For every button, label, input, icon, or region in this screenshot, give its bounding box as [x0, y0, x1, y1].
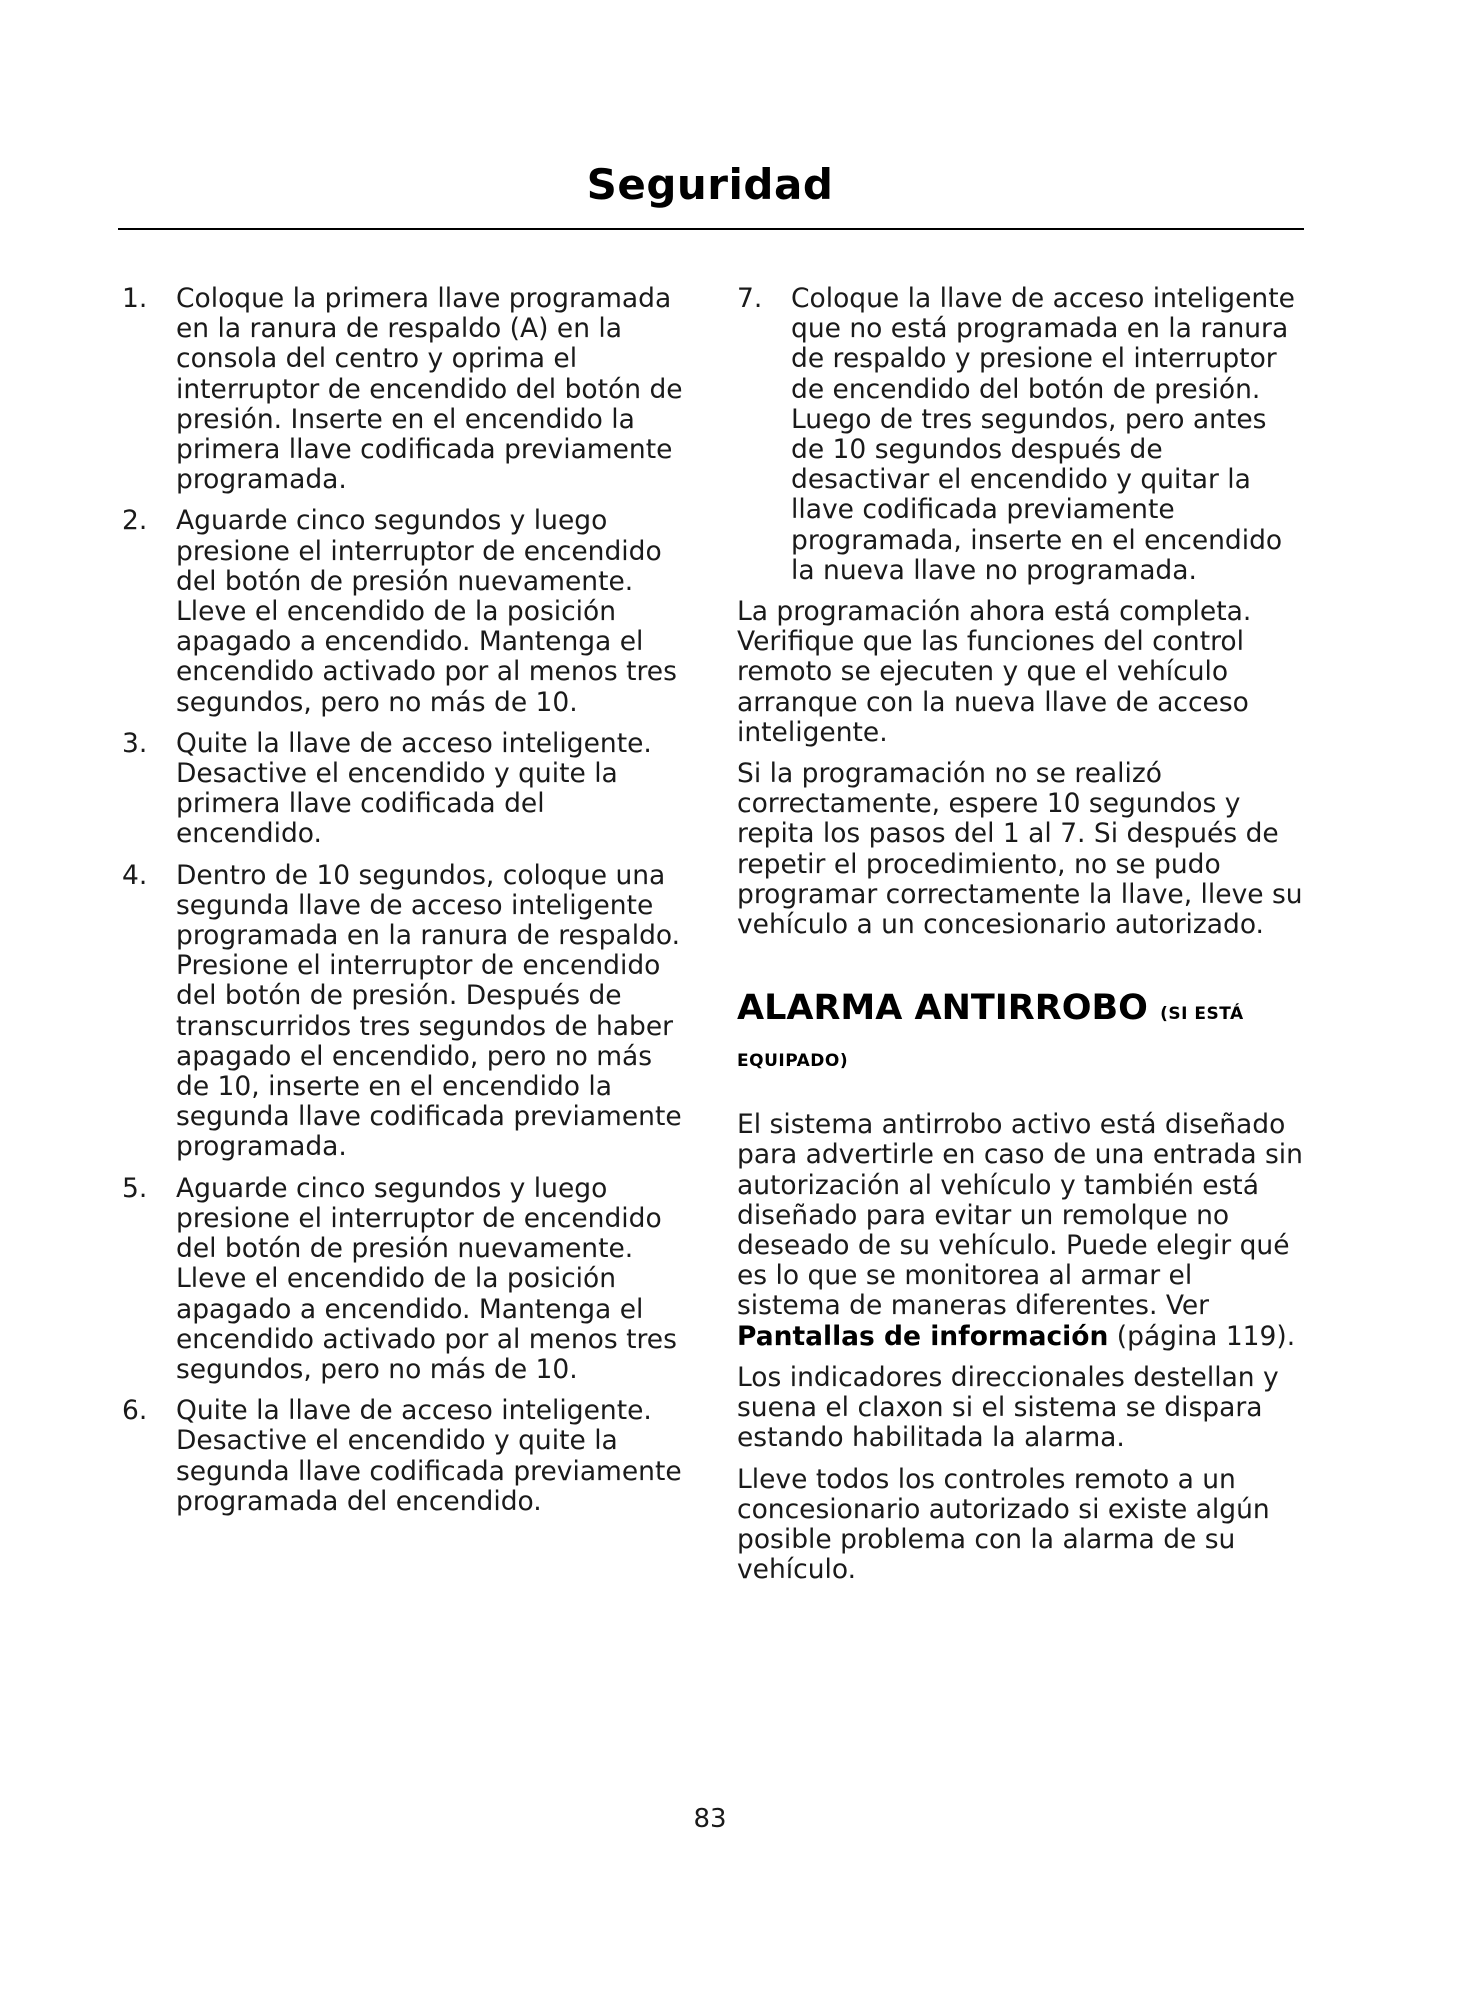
- paragraph-indicators: Los indicadores direccionales destellan y suena el claxon si el sistema se dispara estando habilitada la alarma.: [737, 1361, 1279, 1454]
- step-text: Dentro de 10 segundos, coloque una segunda llave de acceso inteligente programada en la ranura de respaldo. Presione el interruptor de encendido del botón de presión. Después de transcurridos tres segundos de haber apagado el encendido, pero no más de 10, inserte en el encendido la segunda llave codificada previamente programada.: [176, 859, 682, 1163]
- step-number: 4.: [122, 859, 148, 891]
- step-number: 7.: [737, 283, 763, 314]
- paragraph-dealer: Lleve todos los controles remoto a un concesionario autorizado si existe algún posible problema con la alarma de su vehículo.: [737, 1463, 1270, 1586]
- step-text: Quite la llave de acceso inteligente. Desactive el encendido y quite la segunda llave codificada previamente programada del encendido.: [176, 1395, 682, 1517]
- page-number: 83: [693, 1804, 727, 1834]
- step-text: Aguarde cinco segundos y luego presione el interruptor de encendido del botón de presión nuevamente. Lleve el encendido de la posición apagado a encendido. Mantenga el encendido activado por al menos tres segundos, pero no más de 10.: [176, 1172, 677, 1385]
- step-3: [122, 729, 692, 850]
- step-text: Aguarde cinco segundos y luego presione el interruptor de encendido del botón de presión nuevamente. Lleve el encendido de la posición apagado a encendido. Mantenga el encendido activado por al menos tres segundos, pero no más de 10.: [176, 505, 677, 718]
- step-number: 1.: [122, 283, 148, 314]
- paragraph-programming-complete: La programación ahora está completa. Verifique que las funciones del control remoto se ejecuten y que el vehículo arranque con la nueva llave de acceso inteligente.: [737, 596, 1252, 748]
- xref-link-pantallas-de-informacion[interactable]: Pantallas de información: [737, 1320, 1109, 1352]
- step-text: Coloque la llave de acceso inteligente que no está programada en la ranura de respaldo y presione el interruptor de encendido del botón de presión. Luego de tres segundos, pero antes de 10 segundos después de desactivar el encendido y quitar la llave codificada previamente programada, inserte en el encendido la nueva llave no programada.: [791, 283, 1295, 586]
- step-6: [122, 1396, 692, 1517]
- paragraph-programming-retry: Si la programación no se realizó correctamente, espere 10 segundos y repita los pasos del 1 al 7. Si después de repetir el procedimiento, no se pudo programar correctamente la llave, lleve su vehículo a un concesionario autorizado.: [737, 758, 1303, 941]
- system-intro-text: El sistema antirrobo activo está diseñado para advertirle en caso de una entrada sin autorización al vehículo y también está diseñado para evitar un remolque no deseado de su vehículo. Puede elegir qué es lo que se monitorea al armar el sistema de maneras diferentes.: [737, 1109, 1303, 1322]
- section-qualifier-continued: EQUIPADO): [737, 1051, 849, 1072]
- title-divider: [118, 228, 1304, 230]
- section-heading-alarm: [737, 984, 1303, 1038]
- paragraph-system-intro: [737, 1110, 1303, 1352]
- step-number: 2.: [122, 505, 148, 537]
- step-1: [122, 284, 692, 495]
- step-4: [122, 861, 692, 1163]
- page-title: Seguridad: [586, 160, 834, 209]
- section-qualifier: (SI ESTÁ: [1160, 1004, 1244, 1025]
- step-2: [122, 506, 692, 717]
- step-5: [122, 1174, 692, 1385]
- xref-prefix: Ver: [1165, 1290, 1210, 1322]
- step-7: [737, 284, 1303, 586]
- step-text: Coloque la primera llave programada en la ranura de respaldo (A) en la consola del centro y oprima el interruptor de encendido del botón de presión. Inserte en el encendido la primera llave codificada previamente programada.: [176, 283, 683, 496]
- step-number: 6.: [122, 1395, 148, 1427]
- step-number: 5.: [122, 1172, 148, 1204]
- right-column: [737, 284, 1303, 1596]
- xref-page: (página 119).: [1116, 1320, 1296, 1352]
- step-text: Quite la llave de acceso inteligente. Desactive el encendido y quite la primera llave codificada del encendido.: [176, 727, 652, 850]
- section-heading-text: ALARMA ANTIRROBO: [737, 988, 1148, 1029]
- step-number: 3.: [122, 727, 148, 759]
- left-column: [122, 284, 692, 1528]
